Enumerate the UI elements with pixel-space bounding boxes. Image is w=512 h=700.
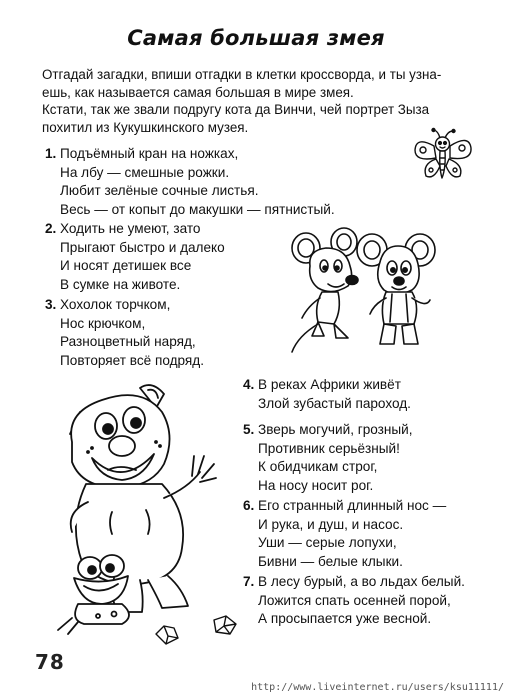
watermark-url: http://www.liveinternet.ru/users/ksu11111/ (251, 682, 504, 693)
riddle-number: 4. (243, 377, 255, 392)
riddle-line: Противник серьёзный! (258, 440, 400, 456)
riddle-line: Разноцветный наряд, (60, 334, 196, 350)
riddle-line: В реках Африки живёт (258, 377, 401, 392)
riddle-line: На лбу — смешные рожки. (60, 164, 230, 180)
riddle-number: 6. (243, 498, 255, 513)
riddle-6 (243, 497, 446, 571)
riddle-line: К обидчикам строг, (258, 459, 378, 475)
riddle-line: А просыпается уже весной. (258, 611, 432, 627)
riddle-line: Подъёмный кран на ножках, (60, 146, 239, 161)
riddle-line: Ходить не умеют, зато (60, 221, 201, 236)
riddle-line: Ложится спать осенней порой, (258, 592, 451, 608)
cat-frog-illustration (52, 372, 222, 640)
intro-text (42, 66, 482, 136)
intro-line: Отгадай загадки, впиши отгадки в клетки кроссворда, и ты узна- (42, 67, 442, 82)
riddle-line: Хохолок торчком, (60, 297, 171, 312)
riddle-1 (45, 145, 335, 219)
intro-line: ешь, как называется самая большая в мире змея. (42, 84, 354, 100)
gems-illustration (150, 610, 240, 650)
intro-line: похитил из Кукушкинского музея. (42, 119, 249, 135)
riddle-line: Его странный длинный нос — (258, 498, 447, 513)
riddle-line: Зверь могучий, грозный, (258, 422, 413, 437)
riddle-2 (45, 220, 225, 294)
riddle-number: 1. (45, 146, 57, 161)
intro-line: Кстати, так же звали подругу кота да Винчи, чей портрет Зыза (42, 102, 430, 117)
riddle-line: И носят детишек все (60, 258, 192, 274)
riddle-3 (45, 296, 204, 370)
page-number: 78 (35, 650, 65, 674)
riddle-line: Весь — от копыт до макушки — пятнистый. (60, 201, 335, 217)
butterfly-illustration (412, 128, 474, 186)
mice-illustration (288, 226, 438, 356)
page-title: Самая большая змея (127, 26, 385, 50)
riddle-number: 5. (243, 422, 255, 437)
riddle-line: На носу носит рог. (258, 477, 374, 493)
riddle-line: Повторяет всё подряд. (60, 352, 205, 368)
riddle-line: Уши — серые лопухи, (258, 535, 397, 551)
riddle-number: 3. (45, 297, 57, 312)
riddle-line: Злой зубастый пароход. (258, 395, 411, 411)
riddle-5 (243, 421, 413, 495)
riddle-7 (243, 573, 465, 629)
riddle-line: И рука, и душ, и насос. (258, 516, 404, 532)
riddle-line: В лесу бурый, а во льдах белый. (258, 574, 465, 589)
riddle-line: Нос крючком, (60, 315, 146, 331)
riddle-number: 7. (243, 574, 255, 589)
riddle-line: В сумке на животе. (60, 276, 181, 292)
riddle-number: 2. (45, 221, 57, 236)
riddle-4 (243, 376, 411, 413)
riddle-line: Бивни — белые клыки. (258, 553, 403, 569)
riddle-line: Прыгают быстро и далеко (60, 239, 225, 255)
riddle-line: Любит зелёные сочные листья. (60, 183, 259, 199)
